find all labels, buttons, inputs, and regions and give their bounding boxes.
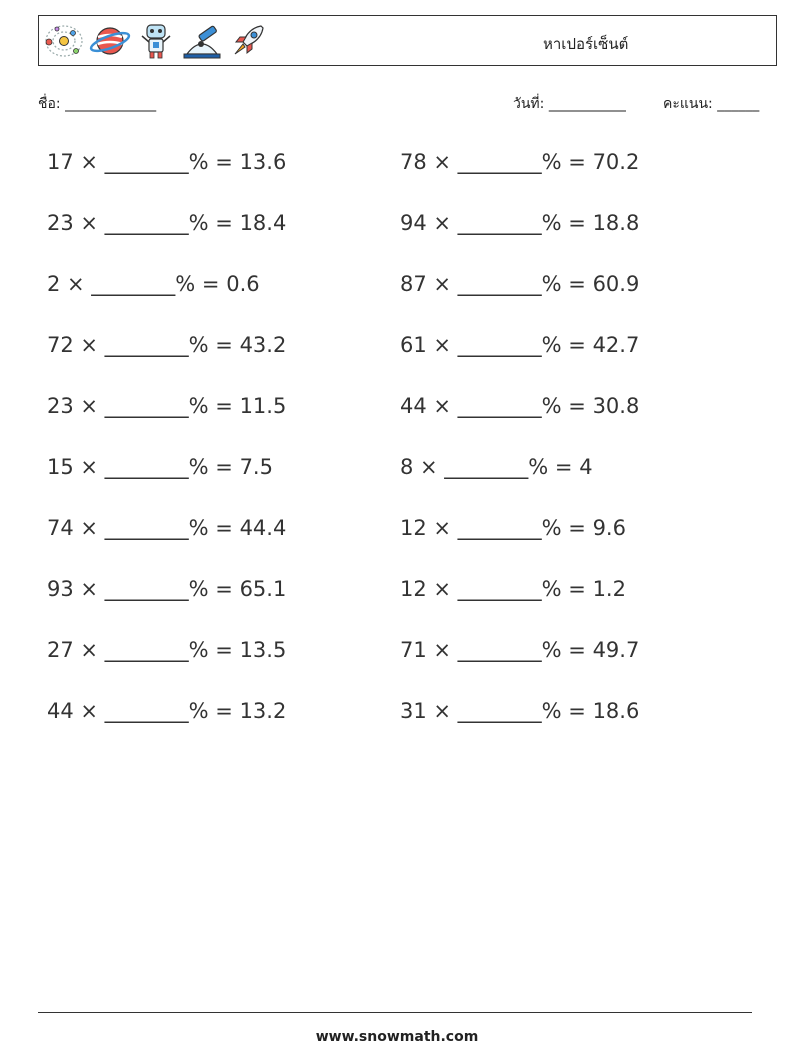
problem: 44 × ________% = 30.8: [400, 394, 640, 418]
problem: 12 × ________% = 9.6: [400, 516, 626, 540]
problem: 15 × ________% = 7.5: [47, 455, 273, 479]
date-field: วันที่: ___________: [513, 96, 626, 112]
problem: 23 × ________% = 11.5: [47, 394, 287, 418]
planet-icon: [89, 20, 131, 62]
problem: 17 × ________% = 13.6: [47, 150, 287, 174]
score-field: คะแนน: ______: [663, 96, 760, 112]
problem: 44 × ________% = 13.2: [47, 699, 287, 723]
footer-divider: [38, 1012, 752, 1013]
problem: 61 × ________% = 42.7: [400, 333, 640, 357]
problem: 12 × ________% = 1.2: [400, 577, 626, 601]
problem: 31 × ________% = 18.6: [400, 699, 640, 723]
problem: 74 × ________% = 44.4: [47, 516, 287, 540]
problem: 27 × ________% = 13.5: [47, 638, 287, 662]
name-field: ชื่อ: _____________: [38, 96, 157, 112]
telescope-icon: [181, 20, 223, 62]
problem: 94 × ________% = 18.8: [400, 211, 640, 235]
robot-icon: [135, 20, 177, 62]
problem: 2 × ________% = 0.6: [47, 272, 260, 296]
problem: 71 × ________% = 49.7: [400, 638, 640, 662]
header-box: [38, 15, 777, 66]
icon-strip: [43, 20, 269, 62]
solar-system-icon: [43, 20, 85, 62]
worksheet-title: หาเปอร์เซ็นต์: [543, 35, 629, 53]
problem: 78 × ________% = 70.2: [400, 150, 640, 174]
problem: 8 × ________% = 4: [400, 455, 593, 479]
footer-website: www.snowmath.com: [315, 1029, 479, 1045]
rocket-icon: [227, 20, 269, 62]
problem: 87 × ________% = 60.9: [400, 272, 640, 296]
problem: 23 × ________% = 18.4: [47, 211, 287, 235]
problem: 93 × ________% = 65.1: [47, 577, 287, 601]
problem: 72 × ________% = 43.2: [47, 333, 287, 357]
